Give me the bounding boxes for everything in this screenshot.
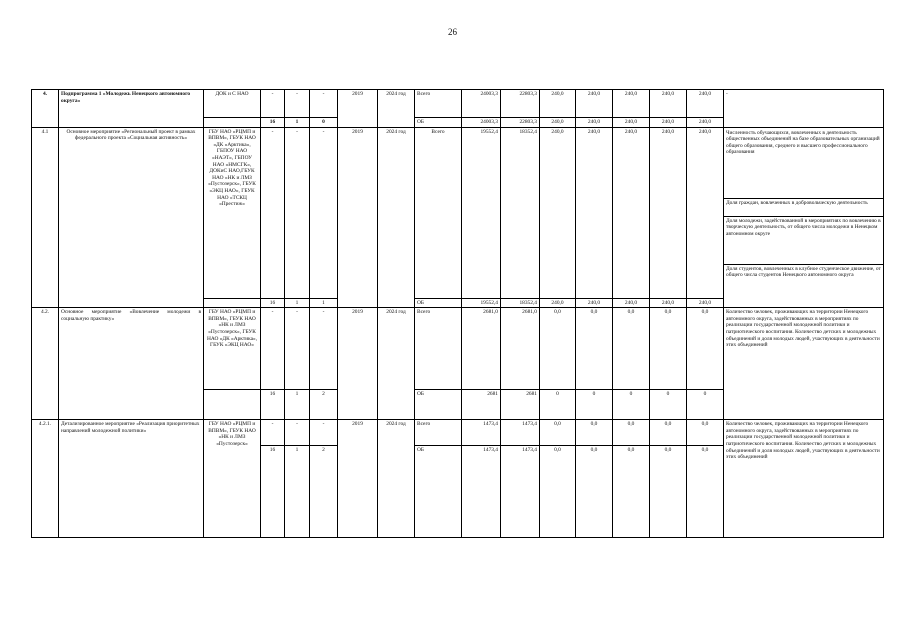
code-cell: 16: [261, 298, 285, 308]
code-cell: 1: [285, 298, 310, 308]
value-cell: 18352,4: [501, 127, 540, 298]
code-cell: -: [261, 308, 285, 390]
start-year: 2019: [338, 127, 378, 308]
value-cell: 240,0: [687, 298, 724, 308]
executor: ГБУ НАО «РЦМП и ВПВМ», ГБУК НАО «ДК «Арктика», ГБПОУ НАО «НАЭТ», ГБПОУ НАО «НМСГК», ДОКиС НАО,ГБУК НАО «НК и ЛМЗ «Пустозерск», ГБУК «ЭКЦ НАО», ГБУК НАО «ТСКЦ «Престиж»: [204, 127, 261, 298]
value-cell: 240,0: [613, 127, 650, 298]
indicator-list: [724, 127, 884, 308]
code-cell: -: [310, 90, 338, 118]
row-number: 4.: [32, 90, 59, 128]
value-cell: 2681: [462, 390, 501, 420]
value-cell: 0,0: [576, 308, 613, 390]
value-cell: 0: [650, 390, 687, 420]
value-cell: 0,0: [540, 308, 576, 390]
value-cell: 19552,4: [462, 298, 501, 308]
value-cell: 240,0: [613, 90, 650, 118]
value-cell: 0: [576, 390, 613, 420]
value-cell: 0: [540, 390, 576, 420]
funding-source: ОБ: [415, 390, 462, 420]
value-cell: 19552,4: [462, 127, 501, 298]
start-year: 2019: [338, 420, 378, 538]
value-cell: 0: [613, 390, 650, 420]
code-cell: 16: [261, 390, 285, 420]
end-year: 2024 год: [378, 420, 415, 538]
activity-name: Детализированное мероприятие «Реализация приоритетных направлений молодежной политики»: [59, 420, 204, 538]
code-cell: 0: [310, 118, 338, 128]
value-cell: 0,0: [687, 446, 724, 538]
value-cell: 0,0: [650, 446, 687, 538]
value-cell: 24003,3: [462, 90, 501, 118]
code-cell: 16: [261, 446, 285, 538]
indicator: Доля граждан, вовлеченных в добровольческую деятельность: [724, 199, 883, 217]
funding-source: Всего: [415, 308, 462, 390]
value-cell: 0,0: [576, 420, 613, 446]
executor: ГБУ НАО «РЦМП и ВПВМ», ГБУК НАО «НК и ЛМЗ «Пустозерск»: [204, 420, 261, 538]
indicator: Количество человек, проживающих на территории Ненецкого автономного округа, задействованных в мероприятиях по реализации государственной молодежной политики и патриотического воспитания. Количество детских и молодежных объединений и доля молодых людей, участвующих в деятельности этих объединений: [724, 308, 884, 420]
value-cell: 24003,3: [462, 118, 501, 128]
value-cell: 240,0: [687, 118, 724, 128]
indicator: -: [724, 90, 884, 128]
code-cell: 1: [310, 298, 338, 308]
code-cell: -: [285, 127, 310, 298]
indicator: Количество человек, проживающих на территории Ненецкого автономного округа, задействованных в мероприятиях по реализации государственной молодежной политики и патриотического воспитания. Количество детских и молодежных объединений и доля молодых людей, участвующих в деятельности этих объединений: [724, 420, 884, 538]
code-cell: 16: [261, 118, 285, 128]
code-cell: -: [285, 420, 310, 446]
value-cell: 0,0: [687, 420, 724, 446]
row-number: 4.2.1.: [32, 420, 59, 538]
funding-source: ОБ: [415, 446, 462, 538]
value-cell: 240,0: [540, 127, 576, 298]
code-cell: 1: [285, 390, 310, 420]
row-number: 4.2.: [32, 308, 59, 420]
executor: ДОК и С НАО: [204, 90, 261, 118]
value-cell: 1473,4: [462, 420, 501, 446]
value-cell: 0,0: [540, 420, 576, 446]
funding-source: ОБ: [415, 118, 462, 128]
code-cell: 2: [310, 446, 338, 538]
funding-source: Всего: [415, 127, 462, 298]
indicator: Доля молодежи, задействованной в мероприятиях по вовлечению в творческую деятельность, от общего числа молодежи в Ненецком автономном округе: [724, 217, 883, 265]
code-cell: -: [310, 308, 338, 390]
table-row: [32, 90, 884, 118]
value-cell: 240,0: [576, 90, 613, 118]
activity-name: Подпрограмма 1 «Молодежь Ненецкого автономного округа»: [59, 90, 204, 128]
funding-source: Всего: [415, 420, 462, 446]
code-cell: 1: [285, 446, 310, 538]
funding-source: Всего: [415, 90, 462, 118]
value-cell: 0,0: [687, 308, 724, 390]
value-cell: 1473,4: [501, 446, 540, 538]
code-cell: 2: [310, 390, 338, 420]
page-number: 26: [448, 27, 457, 37]
value-cell: 240,0: [650, 90, 687, 118]
value-cell: 240,0: [650, 298, 687, 308]
value-cell: 240,0: [613, 298, 650, 308]
row-number: 4.1: [32, 127, 59, 308]
program-table: [31, 89, 884, 538]
start-year: 2019: [338, 90, 378, 128]
start-year: 2019: [338, 308, 378, 420]
value-cell: 0: [687, 390, 724, 420]
activity-name: Основное мероприятие «Региональный проект в рамках федерального проекта «Социальная активность»: [59, 127, 204, 308]
end-year: 2024 год: [378, 308, 415, 420]
value-cell: 0,0: [576, 446, 613, 538]
value-cell: 240,0: [576, 127, 613, 298]
value-cell: 240,0: [576, 118, 613, 128]
value-cell: 0,0: [613, 420, 650, 446]
value-cell: 0,0: [540, 446, 576, 538]
code-cell: -: [310, 420, 338, 446]
value-cell: 2681,0: [501, 308, 540, 390]
value-cell: 240,0: [540, 118, 576, 128]
value-cell: 22803,3: [501, 118, 540, 128]
value-cell: 18352,4: [501, 298, 540, 308]
value-cell: 22803,3: [501, 90, 540, 118]
value-cell: 0,0: [650, 308, 687, 390]
indicator: Доля студентов, вовлеченных в клубное студенческое движение, от общего числа студентов Ненецкого автономного округа: [726, 265, 881, 279]
value-cell: 240,0: [687, 127, 724, 298]
code-cell: -: [261, 127, 285, 298]
indicator: Численность обучающихся, вовлеченных в деятельность общественных объединений на базе образовательных организаций общего образования, среднего и высшего профессионального образования: [724, 129, 883, 199]
value-cell: 240,0: [650, 118, 687, 128]
value-cell: 240,0: [687, 90, 724, 118]
value-cell: 0,0: [650, 420, 687, 446]
value-cell: 2681: [501, 390, 540, 420]
value-cell: 240,0: [540, 298, 576, 308]
value-cell: 240,0: [650, 127, 687, 298]
code-cell: -: [261, 420, 285, 446]
code-cell: -: [261, 90, 285, 118]
code-cell: -: [310, 127, 338, 298]
code-cell: -: [285, 308, 310, 390]
value-cell: 2681,0: [462, 308, 501, 390]
value-cell: 240,0: [576, 298, 613, 308]
funding-source: ОБ: [415, 298, 462, 308]
table-row: [32, 420, 884, 446]
end-year: 2024 год: [378, 90, 415, 128]
code-cell: 1: [285, 118, 310, 128]
value-cell: 1473,4: [501, 420, 540, 446]
activity-name: Основное мероприятие «Вовлечение молодежи в социальную практику»: [59, 308, 204, 420]
table-row: [32, 127, 884, 298]
value-cell: 240,0: [540, 90, 576, 118]
value-cell: 1473,4: [462, 446, 501, 538]
table-row: [32, 308, 884, 390]
end-year: 2024 год: [378, 127, 415, 308]
value-cell: 0,0: [613, 446, 650, 538]
executor: ГБУ НАО «РЦМП и ВПВМ», ГБУК НАО «НК и ЛМЗ «Пустозерск», ГБУК НАО «ДК «Арктика», ГБУК «ЭКЦ НАО»: [204, 308, 261, 390]
value-cell: 240,0: [613, 118, 650, 128]
code-cell: -: [285, 90, 310, 118]
value-cell: 0,0: [613, 308, 650, 390]
